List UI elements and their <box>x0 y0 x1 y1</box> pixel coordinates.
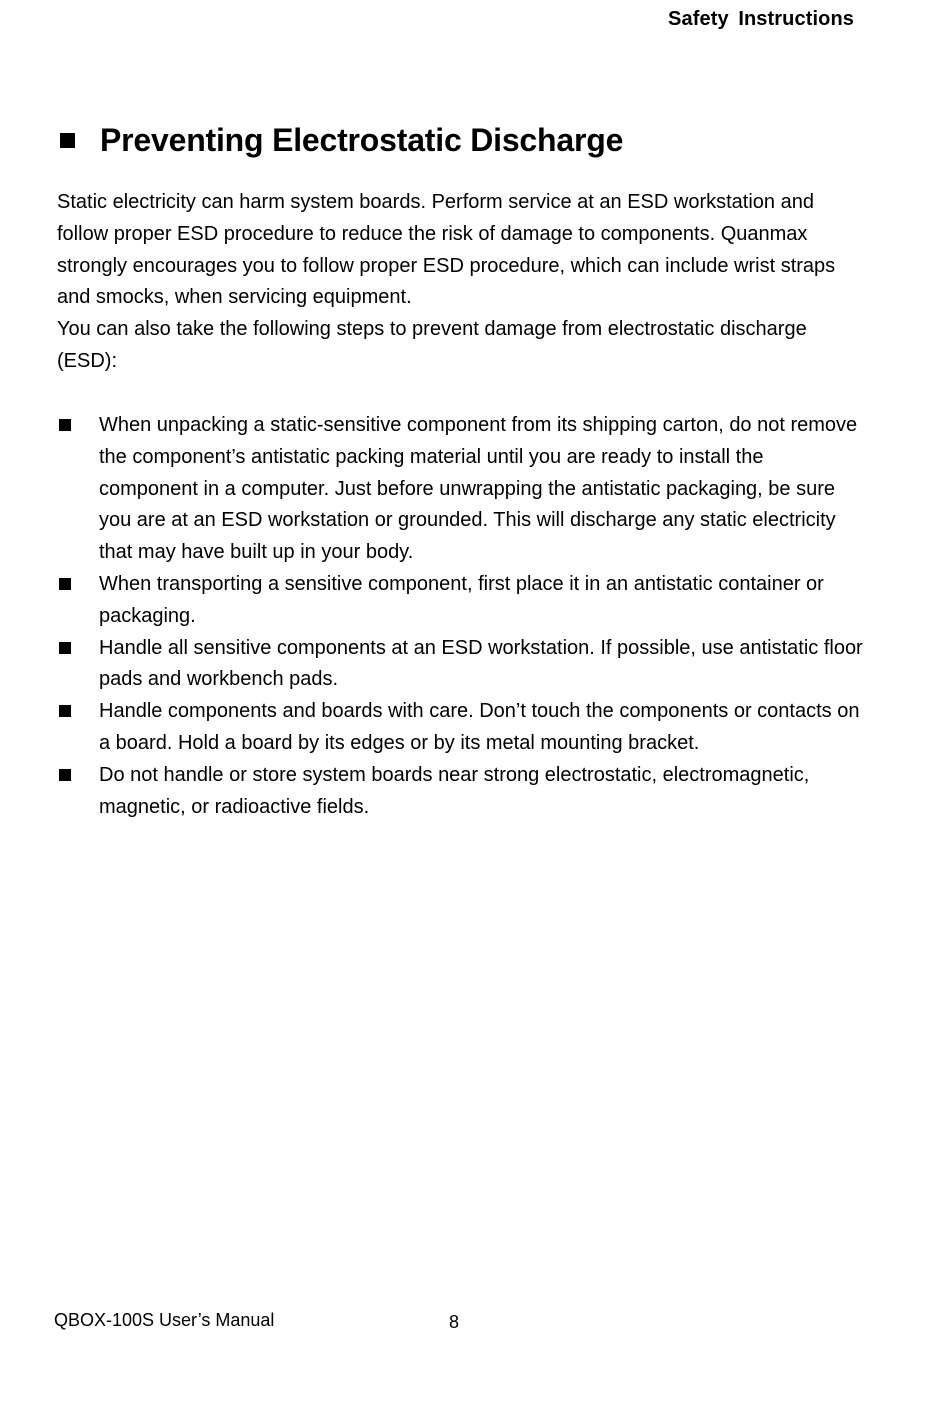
square-bullet-icon <box>59 769 71 781</box>
square-bullet-icon <box>59 642 71 654</box>
page-title: Preventing Electrostatic Discharge <box>100 122 624 158</box>
intro-text <box>57 187 857 378</box>
square-bullet-icon <box>59 705 71 717</box>
square-bullet-icon <box>59 419 71 431</box>
list-item <box>57 696 867 760</box>
list-item <box>57 410 867 569</box>
list-item-text: When unpacking a static-sensitive component from its shipping carton, do not remove the component’s antistatic packing material until you are ready to install the component in a computer. Just before unwrapping the antistatic packaging, be sure you are at an ESD workstation or grounded. This will discharge any static electricity that may have built up in your body. <box>99 414 858 564</box>
list-item <box>57 569 867 633</box>
list-item-text: Handle all sensitive components at an ESD workstation. If possible, use antistatic floor pads and workbench pads. <box>99 636 863 691</box>
footer-manual-title: QBOX-100S User’s Manual <box>54 1310 275 1330</box>
list-item-text: Handle components and boards with care. Don’t touch the components or contacts on a board. Hold a board by its edges or by its metal mounting bracket. <box>99 700 860 754</box>
list-item-text: When transporting a sensitive component, first place it in an antistatic container or packaging. <box>99 572 824 627</box>
list-item <box>57 760 867 824</box>
list-item <box>57 633 867 697</box>
esd-steps-list <box>57 410 867 823</box>
square-bullet-icon <box>60 133 75 148</box>
running-header: Safety Instructions <box>668 8 854 30</box>
intro-paragraph: Static electricity can harm system boards. Perform service at an ESD workstation and follow proper ESD procedure to reduce the risk of damage to components. Quanmax strongly encourages you to follow proper ESD procedure, which can include wrist straps and smocks, when servicing equipment. <box>57 191 836 309</box>
list-item-text: Do not handle or store system boards near strong electrostatic, electromagnetic, magnetic, or radioactive fields. <box>99 763 810 818</box>
page-number: 8 <box>449 1312 460 1332</box>
intro-paragraph: You can also take the following steps to prevent damage from electrostatic discharge (ESD): <box>57 318 807 372</box>
square-bullet-icon <box>59 578 71 590</box>
section-heading <box>60 120 623 160</box>
